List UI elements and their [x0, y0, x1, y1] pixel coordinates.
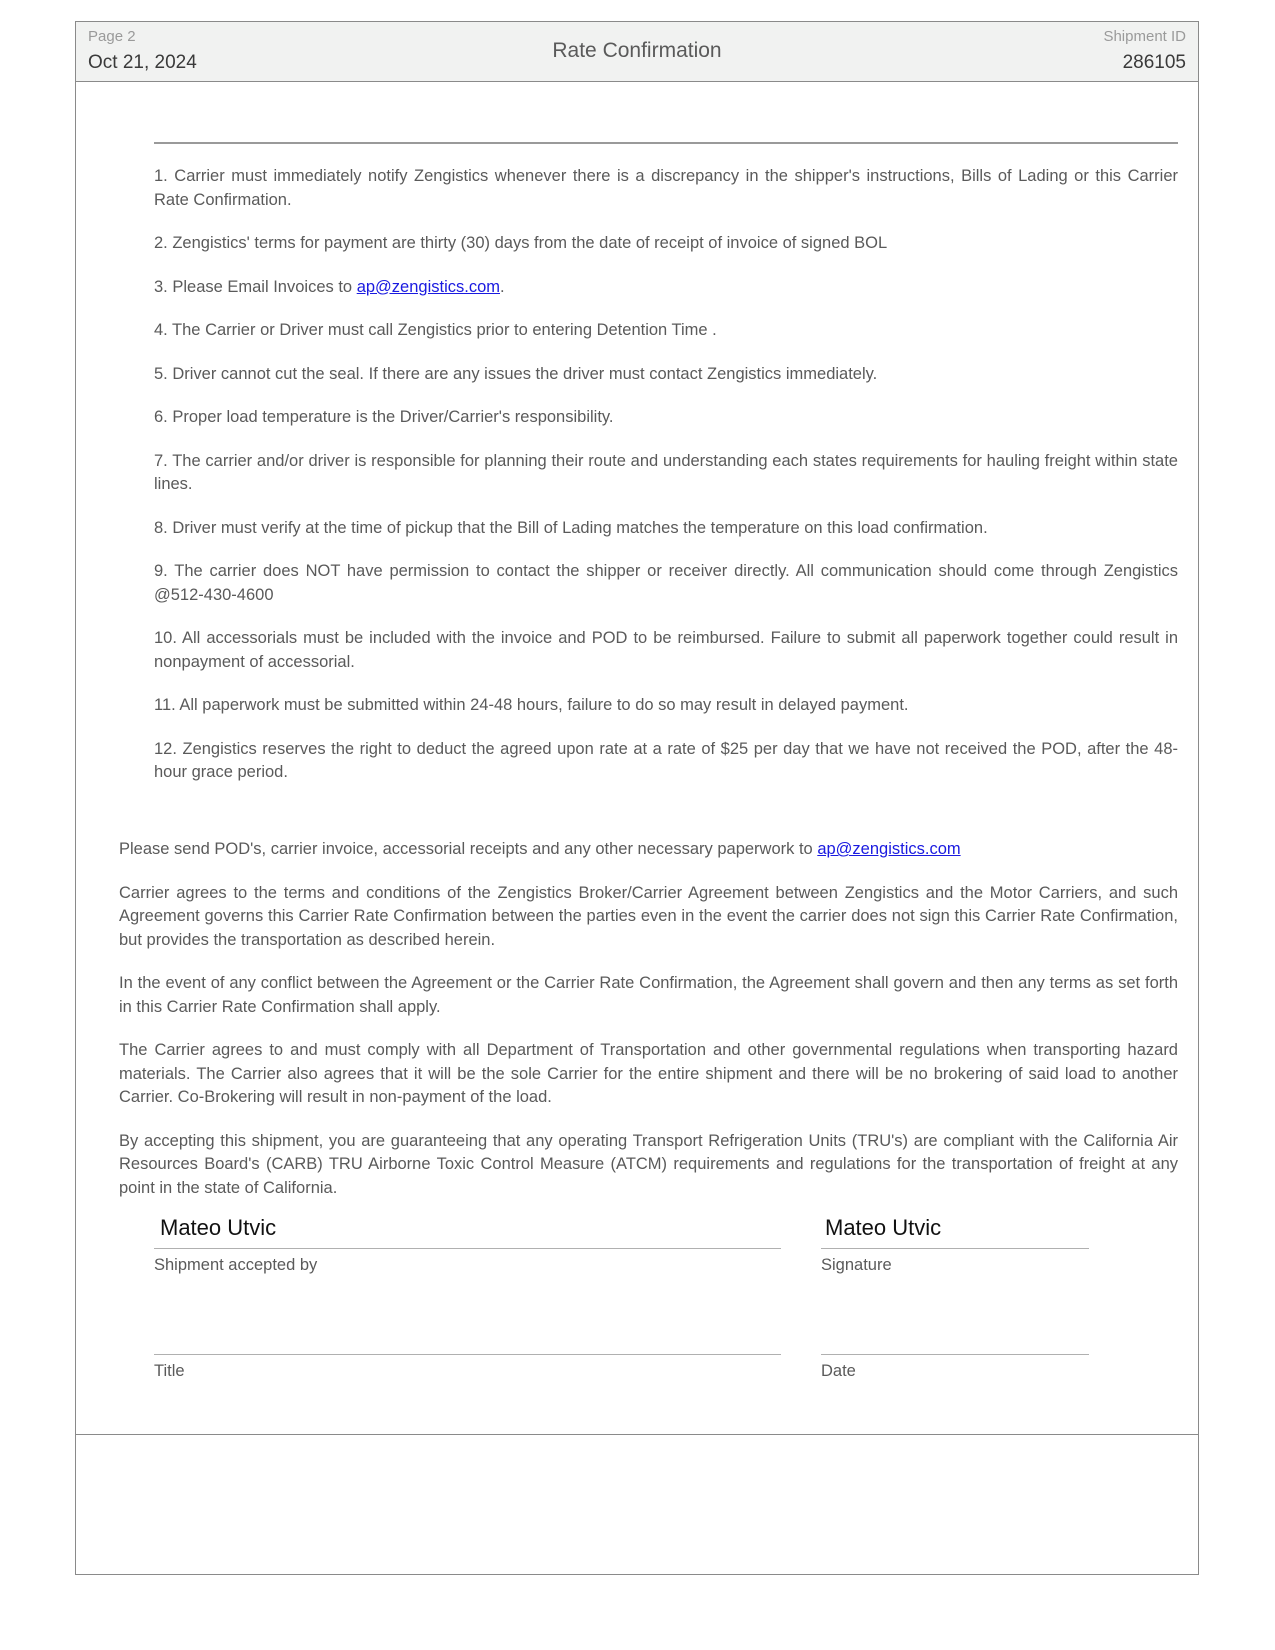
accepted-by-value[interactable]: Mateo Utvic — [160, 1215, 277, 1240]
title-label: Title — [154, 1362, 185, 1380]
page-number: Page 2 — [88, 28, 136, 45]
term-item: 11. All paperwork must be submitted within 24-48 hours, failure to do so may result in delayed payment. — [154, 696, 909, 714]
agreement-section — [119, 838, 1178, 1220]
term-text: . — [500, 277, 505, 296]
term-item: 12. Zengistics reserves the right to deduct the agreed upon rate at a rate of $25 per day that we have not received the POD, after the 48-hour grace period. — [154, 739, 1178, 781]
paperwork-text: Please send POD's, carrier invoice, accessorial receipts and any other necessary paperwork to — [119, 840, 818, 858]
agreement-paragraph: In the event of any conflict between the Agreement or the Carrier Rate Confirmation, the Agreement shall govern and then any terms as set forth in this Carrier Rate Confirmation shall apply. — [119, 974, 1178, 1016]
term-item: 2. Zengistics' terms for payment are thirty (30) days from the date of receipt of invoice of signed BOL — [154, 234, 888, 252]
agreement-paragraph: By accepting this shipment, you are guaranteeing that any operating Transport Refrigeration Units (TRU's) are compliant with the California Air Resources Board's (CARB) TRU Airborne Toxic Control Measure (ATCM) requirements and regulations for the transportation of freight at any point in the state of California. — [119, 1131, 1178, 1197]
signature-value[interactable]: Mateo Utvic — [825, 1215, 942, 1240]
document-date: Oct 21, 2024 — [88, 52, 197, 73]
agreement-paragraph: The Carrier agrees to and must comply with all Department of Transportation and other governmental regulations when transporting hazard materials. The Carrier also agrees that it will be the sole Carrier for the entire shipment and there will be no brokering of said load to another Carrier. Co-Brokering will result in non-payment of the load. — [119, 1041, 1178, 1106]
page-header — [76, 22, 1198, 82]
shipment-id-label: Shipment ID — [1103, 28, 1186, 45]
terms-list — [154, 165, 1178, 805]
document-frame — [75, 21, 1199, 1575]
section-divider — [154, 142, 1178, 144]
signature-line — [821, 1248, 1089, 1249]
accepted-by-label: Shipment accepted by — [154, 1256, 318, 1274]
term-item: 5. Driver cannot cut the seal. If there are any issues the driver must contact Zengistics immediately. — [154, 364, 878, 383]
term-item: 9. The carrier does NOT have permission to contact the shipper or receiver directly. All communication should come through Zengistics @512-430-4600 — [154, 562, 1178, 604]
footer-divider — [76, 1434, 1198, 1435]
paperwork-instruction — [119, 838, 1178, 862]
term-item: 1. Carrier must immediately notify Zengistics whenever there is a discrepancy in the shipper's instructions, Bills of Lading or this Carrier Rate Confirmation. — [154, 167, 1178, 209]
term-item: 6. Proper load temperature is the Driver/Carrier's responsibility. — [154, 408, 614, 426]
term-item — [154, 276, 1178, 300]
paperwork-email-link[interactable]: ap@zengistics.com — [817, 840, 961, 858]
signature-block — [154, 1215, 1164, 1415]
accepted-by-line — [154, 1248, 781, 1249]
agreement-paragraph: Carrier agrees to the terms and conditions of the Zengistics Broker/Carrier Agreement between Zengistics and the Motor Carriers, and such Agreement governs this Carrier Rate Confirmation between the parties even in the event the carrier does not sign this Carrier Rate Confirmation, but provides the transportation as described herein. — [119, 883, 1178, 949]
term-item: 7. The carrier and/or driver is responsible for planning their route and understanding each states requirements for hauling freight within state lines. — [154, 451, 1178, 493]
term-item: 4. The Carrier or Driver must call Zengistics prior to entering Detention Time . — [154, 321, 717, 339]
page-title: Rate Confirmation — [552, 39, 722, 62]
term-item: 8. Driver must verify at the time of pickup that the Bill of Lading matches the temperature on this load confirmation. — [154, 518, 988, 537]
shipment-id: 286105 — [1122, 52, 1186, 73]
term-text: 3. Please Email Invoices to — [154, 277, 357, 296]
signature-label: Signature — [821, 1256, 892, 1274]
title-line — [154, 1354, 781, 1355]
date-label: Date — [821, 1362, 856, 1380]
date-line — [821, 1354, 1089, 1355]
invoice-email-link[interactable]: ap@zengistics.com — [356, 277, 500, 296]
term-item: 10. All accessorials must be included with the invoice and POD to be reimbursed. Failure to submit all paperwork together could result in nonpayment of accessorial. — [154, 629, 1178, 671]
